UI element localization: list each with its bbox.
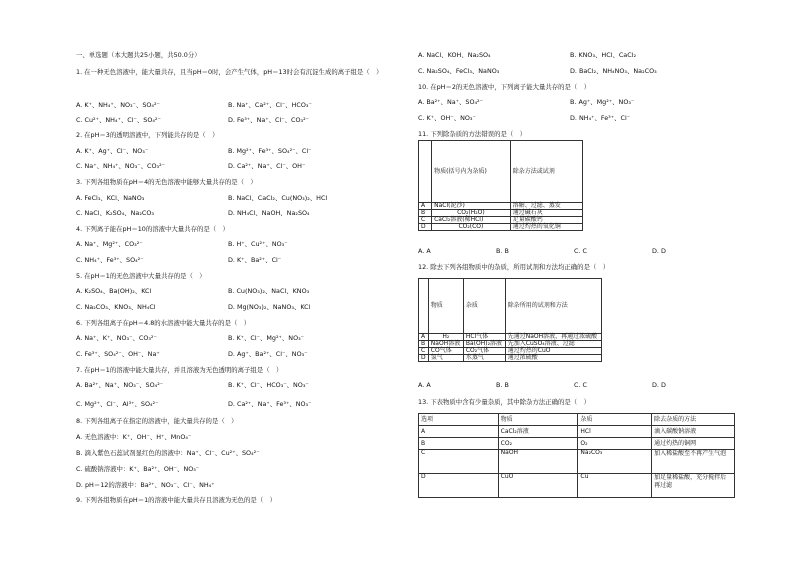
q2-option-a: A. K⁺、Ag⁺、Cl⁻、NO₃⁻ [76, 147, 149, 155]
q13-header-method: 除去杂质的方法 [652, 414, 735, 426]
q12-header-blank [419, 279, 429, 334]
q8-option-b: B. 滴入紫色石蕊试剂显红色的溶液中：Na⁺、Cl⁻、Cu²⁺、SO₄²⁻ [76, 449, 260, 457]
q5-option-a: A. K₂SO₄、Ba(OH)₂、KCl [76, 287, 152, 295]
q1-stem: 1. 在一种无色溶液中，能大量共存，且当pH＝0时，会产生气体，pH＝13时会有沉淀生成的离子组是（ ） [76, 68, 383, 76]
q12-row-b-impurity: Ba(OH)₂溶液 [463, 341, 505, 348]
section-title: 一、单选题（本大题共25小题，共50.0分） [76, 51, 201, 59]
q12-row-d-label: D [419, 355, 429, 362]
q9-stem: 9. 下列各组物质在pH＝1的溶液中能大量共存且溶液为无色的是（ ） [76, 496, 276, 504]
q7-option-a: A. Ba²⁺、Na⁺、NO₃⁻、SO₄²⁻ [76, 381, 164, 389]
q12-option-a: A. A [418, 381, 431, 389]
q13-row-b-label: B [419, 438, 499, 450]
q1-option-a: A. K⁺、NH₄⁺、NO₃⁻、SO₄²⁻ [76, 101, 160, 109]
q5-option-d: D. Mg(NO₃)₂、NaNO₃、KCl [228, 303, 311, 311]
q7-option-b: B. K⁺、Cl⁻、HCO₃⁻、NO₃⁻ [228, 381, 309, 389]
q13-row-c-method: 加入稀盐酸至不再产生气泡 [652, 450, 735, 474]
q4-option-c: C. NH₄⁺、Fe³⁺、SO₄²⁻ [76, 256, 144, 264]
q12-header-method: 除杂所用的试剂和方法 [505, 279, 601, 334]
q13-row-b-method: 通过灼热的铜网 [652, 438, 735, 450]
q12-row-b-label: B [419, 341, 429, 348]
q13-row-a-label: A [419, 426, 499, 438]
q12-option-c: C. C [574, 381, 587, 389]
q11-header-method: 除杂方法或试剂 [510, 141, 582, 203]
q11-header-substance: 物质(括号内为杂质) [432, 141, 511, 203]
q6-option-d: D. Ag⁺、Ba²⁺、Cl⁻、NO₃⁻ [228, 350, 308, 358]
q11-row-a-method: 溶解、过滤、蒸发 [510, 203, 582, 210]
q12-row-c-impurity: CO₂气体 [463, 348, 505, 355]
q4-option-a: A. Na⁺、Mg²⁺、CO₃²⁻ [76, 240, 143, 248]
q12-header-impurity: 杂质 [463, 279, 505, 334]
q9-option-d: D. BaCl₂、NH₄NO₃、Na₂CO₃ [570, 67, 657, 75]
q12-row-c-method: 通过灼热的CuO [505, 348, 601, 355]
q6-option-b: B. K⁺、Cl⁻、Mg²⁺、NO₃⁻ [228, 334, 305, 342]
q11-option-c: C. C [574, 247, 587, 255]
q9-option-a: A. NaCl、KOH、Na₂SO₄ [418, 51, 491, 59]
q12-option-b: B. B [496, 381, 509, 389]
q11-row-b-substance: CO₂(H₂O) [432, 210, 511, 217]
q8-option-a: A. 无色溶液中：K⁺、OH⁻、H⁺、MnO₄⁻ [76, 433, 192, 441]
q12-row-d-substance: 氢气 [428, 355, 463, 362]
q13-row-d-method: 加足量稀盐酸，充分搅拌后再过滤 [652, 474, 735, 498]
q11-row-d-substance: CO₂(CO) [432, 224, 511, 231]
q13-row-d-substance: CuO [498, 474, 578, 498]
q11-header-blank [419, 141, 432, 203]
q1-option-d: D. Fe³⁺、Na⁺、Cl⁻、CO₃²⁻ [228, 116, 310, 124]
q12-row-a-substance: H₂ [428, 334, 463, 341]
q7-option-c: C. Mg²⁺、Cl⁻、Al³⁺、SO₄²⁻ [76, 400, 159, 408]
q11-table [418, 140, 583, 231]
q13-header-substance: 物质 [498, 414, 578, 426]
q11-row-d-label: D [419, 224, 432, 231]
q11-row-c-label: C [419, 217, 432, 224]
q12-row-c-substance: CO气体 [428, 348, 463, 355]
q13-table [418, 413, 735, 498]
q12-stem: 12. 除去下列各组物质中的杂质，所用试剂和方法均正确的是（ ） [418, 263, 610, 271]
q11-row-c-substance: CaCl₂溶液(稀HCl) [432, 217, 511, 224]
q7-stem: 7. 在pH＝1的溶液中能大量共存，并且溶液为无色透明的离子组是（ ） [76, 366, 283, 374]
q10-option-b: B. Ag⁺、Mg²⁺、NO₃⁻ [570, 98, 635, 106]
q8-option-d: D. pH＝12的溶液中：Ba²⁺、NO₃⁻、Cl⁻、NH₄⁺ [76, 481, 215, 489]
q9-option-b: B. KNO₃、HCl、CaCl₂ [570, 51, 637, 59]
q10-option-a: A. Ba²⁺、Na⁺、SO₄²⁻ [418, 98, 483, 106]
q11-row-b-label: B [419, 210, 432, 217]
q11-row-a-substance: NaCl(泥沙) [432, 203, 511, 210]
q12-row-c-label: C [419, 348, 429, 355]
q3-option-b: B. NaCl、CaCl₂、Cu(NO₃)₂、HCl [228, 194, 328, 202]
q11-row-a-label: A [419, 203, 432, 210]
q5-option-b: B. Cu(NO₃)₂、NaCl、KNO₃ [228, 287, 310, 295]
q13-stem: 13. 下表物质中含有少量杂质，其中除杂方法正确的是（ ） [418, 398, 590, 406]
q11-option-b: B. B [496, 247, 509, 255]
q12-row-d-method: 通过浓硫酸 [505, 355, 601, 362]
q11-row-d-method: 通过灼热的氧化铜 [510, 224, 582, 231]
q12-option-d: D. D [652, 381, 666, 389]
q13-row-a-impurity: HCl [578, 426, 652, 438]
q3-option-d: D. NH₄Cl、NaOH、Na₂SO₄ [228, 209, 310, 217]
q13-row-b-substance: CO₂ [498, 438, 578, 450]
q3-option-c: C. NaCl、K₂SO₄、Na₂CO₃ [76, 209, 154, 217]
q10-option-c: C. K⁺、OH⁻、NO₃⁻ [418, 114, 476, 122]
q10-stem: 10. 在pH＝2的无色溶液中，下列离子能大量共存的是（ ） [418, 83, 591, 91]
q2-stem: 2. 在pH＝3的透明溶液中，下列能共存的是（ ） [76, 131, 219, 139]
q2-option-d: D. Ca²⁺、Na⁺、Cl⁻、OH⁻ [228, 162, 306, 170]
q1-option-c: C. Cu²⁺、NH₄⁺、Cl⁻、SO₄²⁻ [76, 116, 161, 124]
q12-header-substance: 物质 [428, 279, 463, 334]
q11-row-c-method: 足量碳酸钙 [510, 217, 582, 224]
q12-row-b-method: 先加入CuSO₄溶液、过滤 [505, 341, 601, 348]
q2-option-c: C. Na⁺、NH₄⁺、NO₃⁻、CO₃²⁻ [76, 162, 166, 170]
q11-option-d: D. D [652, 247, 666, 255]
q13-row-d-impurity: Cu [578, 474, 652, 498]
q11-option-a: A. A [418, 247, 431, 255]
q4-stem: 4. 下列离子能在pH＝10的溶液中大量共存的是（ ） [76, 225, 229, 233]
q12-row-b-substance: NaOH溶液 [428, 341, 463, 348]
q4-option-b: B. H⁺、Cu²⁺、NO₃⁻ [228, 240, 288, 248]
q9-option-c: C. Na₂SO₄、FeCl₃、NaNO₃ [418, 67, 500, 75]
q12-row-d-impurity: 水蒸气 [463, 355, 505, 362]
q1-option-b: B. Na⁺、Ca²⁺、Cl⁻、HCO₃⁻ [228, 101, 312, 109]
q12-table [418, 278, 602, 362]
q12-row-a-label: A [419, 334, 429, 341]
q13-row-b-impurity: O₂ [578, 438, 652, 450]
q2-option-b: B. Mg²⁺、Fe³⁺、SO₄²⁻、Cl⁻ [228, 147, 312, 155]
q5-stem: 5. 在pH＝1的无色溶液中大量共存的是（ ） [76, 272, 206, 280]
q8-stem: 8. 下列各组离子在指定的溶液中，能大量共存的是（ ） [76, 417, 238, 425]
q13-row-a-method: 滴入碳酸钠溶液 [652, 426, 735, 438]
q11-stem: 11. 下列除杂质的方法错误的是（ ） [418, 130, 527, 138]
q11-row-b-method: 通过碱石灰 [510, 210, 582, 217]
q6-option-a: A. Na⁺、K⁺、NO₃⁻、CO₃²⁻ [76, 334, 157, 342]
q12-row-a-method: 先通过NaOH溶液，再通过浓硫酸 [505, 334, 601, 341]
q8-option-c: C. 硫酸钠溶液中：K⁺、Ba²⁺、OH⁻、NO₃⁻ [76, 465, 200, 473]
q13-row-d-label: D [419, 474, 499, 498]
q13-header-option: 选项 [419, 414, 499, 426]
q6-stem: 6. 下列各组离子在pH＝4.8的水溶液中能大量共存的是（ ） [76, 319, 251, 327]
q7-option-d: D. Ca²⁺、Na⁺、Fe³⁺、NO₃⁻ [228, 400, 312, 408]
q12-row-a-impurity: HCl气体 [463, 334, 505, 341]
q3-stem: 3. 下列各组物质在pH＝4的无色溶液中能够大量共存的是（ ） [76, 178, 257, 186]
q6-option-c: C. Fe³⁺、SO₄²⁻、OH⁻、Na⁺ [76, 350, 160, 358]
q13-row-a-substance: CaCl₂溶液 [498, 426, 578, 438]
q5-option-c: C. Na₂CO₃、KNO₃、NH₄Cl [76, 303, 156, 311]
q13-header-impurity: 杂质 [578, 414, 652, 426]
q13-row-c-label: C [419, 450, 499, 474]
q13-row-c-impurity: Na₂CO₃ [578, 450, 652, 474]
q13-row-c-substance: NaOH [498, 450, 578, 474]
q3-option-a: A. FeCl₃、KCl、NaNO₃ [76, 194, 145, 202]
q10-option-d: D. NH₄⁺、Fe³⁺、Cl⁻ [570, 114, 631, 122]
q4-option-d: D. K⁺、Ba²⁺、Cl⁻ [228, 256, 282, 264]
